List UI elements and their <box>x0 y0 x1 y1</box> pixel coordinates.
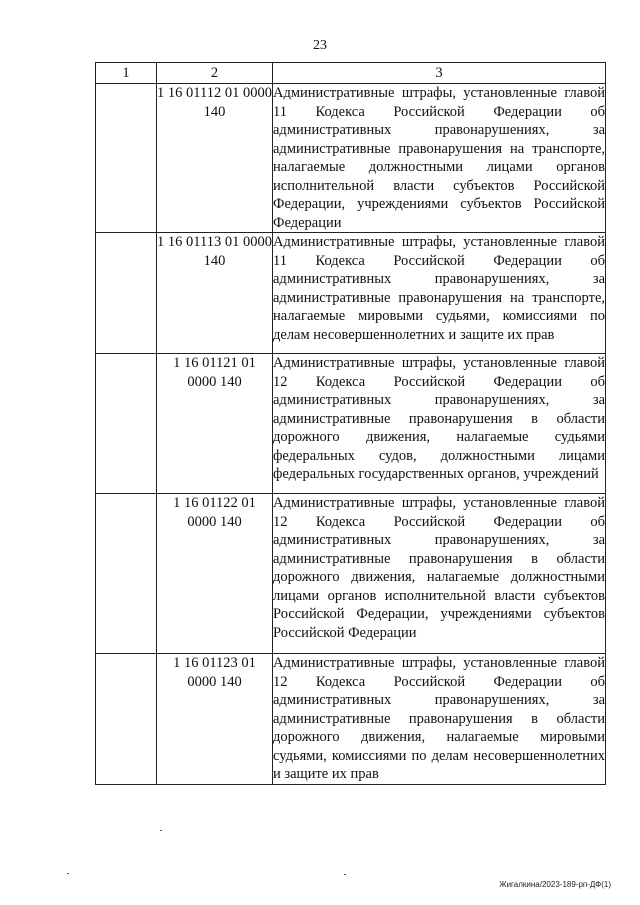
table-row <box>96 233 606 354</box>
row-description-cell: Административные штрафы, установленные главой 12 Кодекса Российской Федерации об административных правонарушениях, за административные правонарушения в области дорожного движения, налагаемые мировыми судьями, комиссиями по делам несовершеннолетних и защите их прав <box>273 655 605 782</box>
scan-speck <box>344 874 346 875</box>
page-number: 23 <box>313 38 327 53</box>
table-row <box>96 494 606 654</box>
row-code-cell: 1 16 01122 01 0000 140 <box>157 494 273 654</box>
row-code-cell: 1 16 01121 01 0000 140 <box>157 354 273 494</box>
document-footer-id: Жигалкина/2023-189-рп-ДФ(1) <box>499 880 611 889</box>
row-description-cell: Административные штрафы, установленные главой 12 Кодекса Российской Федерации об административных правонарушениях, за административные правонарушения в области дорожного движения, налагаемые должностными лицами органов исполнительной власти субъектов Российской Федерации, учреждениями субъектов Российской Федерации <box>273 494 606 654</box>
row-description-cell: Административные штрафы, установленные главой 12 Кодекса Российской Федерации об административных правонарушениях, за административные правонарушения в области дорожного движения, налагаемые судьями федеральных судов, должностными лицами федеральных государственных органов, учреждений <box>273 354 606 494</box>
row-description-cell: Административные штрафы, установленные главой 11 Кодекса Российской Федерации об административных правонарушениях, за административные правонарушения на транспорте, налагаемые должностными лицами органов исполнительной власти субъектов Российской Федерации, учреждениями субъектов Российской Федерации <box>273 85 605 231</box>
row-col1-cell <box>96 84 157 233</box>
table-header-row <box>96 63 606 84</box>
row-code-cell: 1 16 01123 01 0000 140 <box>157 654 273 785</box>
row-code-cell: 1 16 01112 01 0000 140 <box>157 84 273 233</box>
header-col-3: 3 <box>273 63 606 84</box>
row-col1-cell <box>96 494 157 654</box>
table-row <box>96 654 606 785</box>
table-row <box>96 354 606 494</box>
table-row <box>96 84 606 233</box>
row-code-cell: 1 16 01113 01 0000 140 <box>157 233 273 354</box>
header-col-2: 2 <box>157 63 273 84</box>
scan-speck <box>160 830 162 831</box>
header-col-1: 1 <box>96 63 157 84</box>
row-description-cell: Административные штрафы, установленные главой 11 Кодекса Российской Федерации об административных правонарушениях, за административные правонарушения на транспорте, налагаемые мировыми судьями, комиссиями по делам несовершеннолетних и защите их прав <box>273 233 606 354</box>
row-col1-cell <box>96 654 157 785</box>
budget-codes-table <box>95 62 606 785</box>
scan-speck <box>67 873 69 874</box>
row-col1-cell <box>96 354 157 494</box>
row-col1-cell <box>96 233 157 354</box>
